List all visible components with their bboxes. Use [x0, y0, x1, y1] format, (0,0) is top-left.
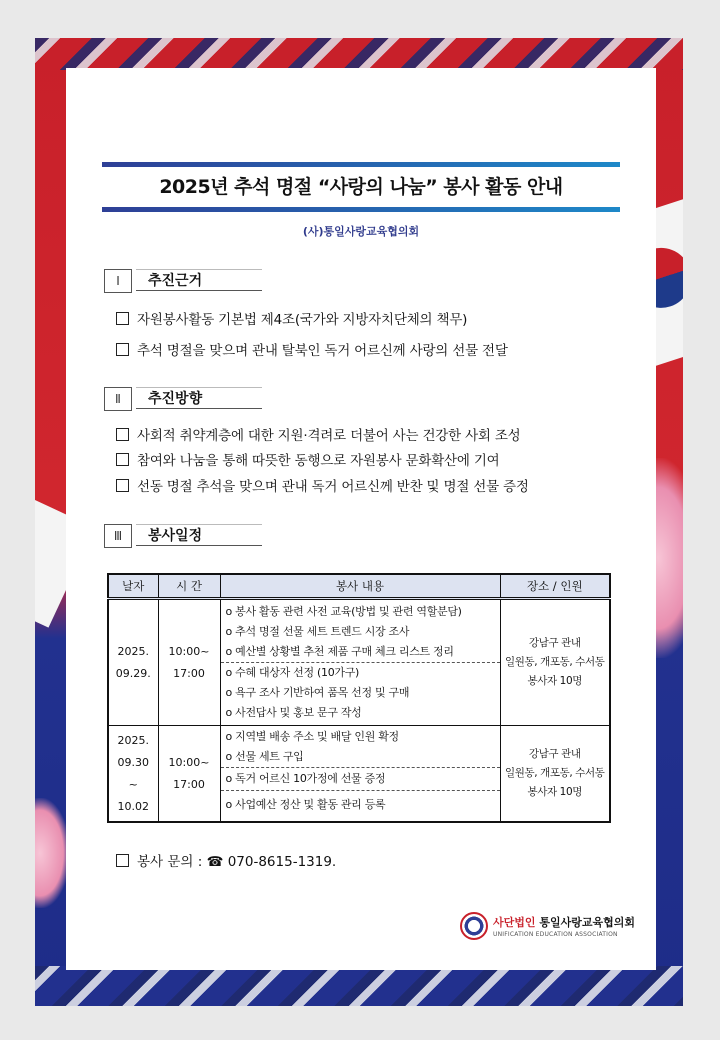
section-1-bullet — [116, 308, 467, 328]
section-1-title: 추진근거 — [136, 269, 262, 291]
content-item: o 수혜 대상자 선정 (10가구) — [221, 662, 500, 683]
row-content — [220, 599, 500, 726]
date-line: ~ — [128, 777, 138, 791]
header-place: 장소 / 인원 — [500, 574, 610, 599]
organization-logo — [460, 910, 635, 946]
organization-name: (사)통일사랑교육협의회 — [302, 225, 420, 238]
content-item: o 욕구 조사 기반하여 품목 선정 및 구매 — [225, 686, 410, 699]
schedule-table — [107, 573, 611, 823]
place-line: 강남구 관내 — [528, 748, 581, 760]
header-time: 시 간 — [158, 574, 220, 599]
logo-korean-name: 통일사랑교육협의회 — [535, 916, 635, 929]
table-row — [108, 599, 610, 726]
checkbox-icon — [116, 343, 129, 356]
content-item: o 사전답사 및 홍보 문구 작성 — [225, 706, 362, 719]
section-2-title: 추진방향 — [136, 387, 262, 409]
place-line: 봉사자 10명 — [527, 675, 582, 687]
date-line: 2025. — [117, 644, 149, 658]
content-item: o 예산별 상황별 추천 제품 구매 체크 리스트 정리 — [225, 645, 454, 658]
bullet-text: 참여와 나눔을 통해 따뜻한 동행으로 자원봉사 문화확산에 기여 — [137, 453, 500, 469]
bottom-stripes — [35, 966, 683, 1006]
checkbox-icon — [116, 312, 129, 325]
section-2-number: Ⅱ — [104, 387, 132, 411]
contact-phone[interactable]: 070-8615-1319. — [227, 854, 337, 870]
time-line: 10:00~ — [168, 644, 210, 658]
page-title: 2025년 추석 명절 “사랑의 나눔” 봉사 활동 안내 — [159, 176, 563, 198]
row-date — [108, 599, 158, 726]
section-1-number: Ⅰ — [104, 269, 132, 293]
content-item: o 지역별 배송 주소 및 배달 인원 확정 — [225, 730, 399, 743]
top-stripes — [35, 38, 683, 70]
header-content: 봉사 내용 — [220, 574, 500, 599]
checkbox-icon — [116, 854, 129, 867]
content-item: o 추석 명절 선물 세트 트렌드 시장 조사 — [225, 625, 410, 638]
date-line: 09.29. — [115, 666, 151, 680]
content-item: o 독거 어르신 10가정에 선물 증정 — [221, 767, 500, 790]
row-time — [158, 726, 220, 823]
time-line: 17:00 — [173, 666, 205, 680]
logo-prefix: 사단법인 — [493, 916, 536, 929]
place-line: 일원동, 개포동, 수서동 — [505, 656, 605, 668]
checkbox-icon — [116, 428, 129, 441]
content-item: o 봉사 활동 관련 사전 교육(방법 및 관련 역할분담) — [225, 605, 462, 618]
date-line: 10.02 — [117, 799, 149, 813]
bullet-text: 사회적 취약계층에 대한 지원·격려로 더불어 사는 건강한 사회 조성 — [137, 428, 521, 444]
bullet-text: 자원봉사활동 기본법 제4조(국가와 지방자치단체의 책무) — [137, 312, 468, 328]
row-time — [158, 599, 220, 726]
time-line: 17:00 — [173, 777, 205, 791]
logo-name — [493, 914, 635, 930]
mugunghwa-flower-left — [35, 798, 70, 908]
row-date — [108, 726, 158, 823]
contact-label: 봉사 문의 : ☎ — [137, 854, 228, 870]
table-header-row — [108, 574, 610, 599]
time-line: 10:00~ — [168, 755, 210, 769]
section-1-bullet — [116, 339, 508, 359]
date-line: 2025. — [117, 733, 149, 747]
table-row — [108, 726, 610, 823]
content-item: o 선물 세트 구입 — [225, 750, 304, 763]
section-3-number: Ⅲ — [104, 524, 132, 548]
checkbox-icon — [116, 479, 129, 492]
bullet-text: 추석 명절을 맞으며 관내 탈북인 독거 어르신께 사랑의 선물 전달 — [137, 343, 508, 359]
organization-emblem-icon — [460, 912, 488, 940]
bullet-text: 선동 명절 추석을 맞으며 관내 독거 어르신께 반찬 및 명절 선물 증정 — [137, 479, 529, 495]
place-line: 봉사자 10명 — [527, 786, 582, 798]
row-content — [220, 726, 500, 823]
place-line: 강남구 관내 — [528, 637, 581, 649]
header-date: 날자 — [108, 574, 158, 599]
place-line: 일원동, 개포동, 수서동 — [505, 767, 605, 779]
row-place — [500, 599, 610, 726]
content-item: o 사업예산 정산 및 활동 관리 등록 — [221, 790, 500, 818]
title-bar-bottom — [102, 207, 620, 212]
notice-card — [66, 68, 656, 970]
section-3-title: 봉사일정 — [136, 524, 262, 546]
section-2-bullet — [116, 424, 521, 444]
date-line: 09.30 — [117, 755, 149, 769]
section-2-bullet — [116, 449, 500, 469]
contact-line — [116, 850, 336, 870]
section-2-bullet — [116, 475, 529, 495]
row-place — [500, 726, 610, 823]
title-bar-top — [102, 162, 620, 167]
logo-english-name: UNIFICATION EDUCATION ASSOCIATION — [493, 931, 618, 938]
checkbox-icon — [116, 453, 129, 466]
